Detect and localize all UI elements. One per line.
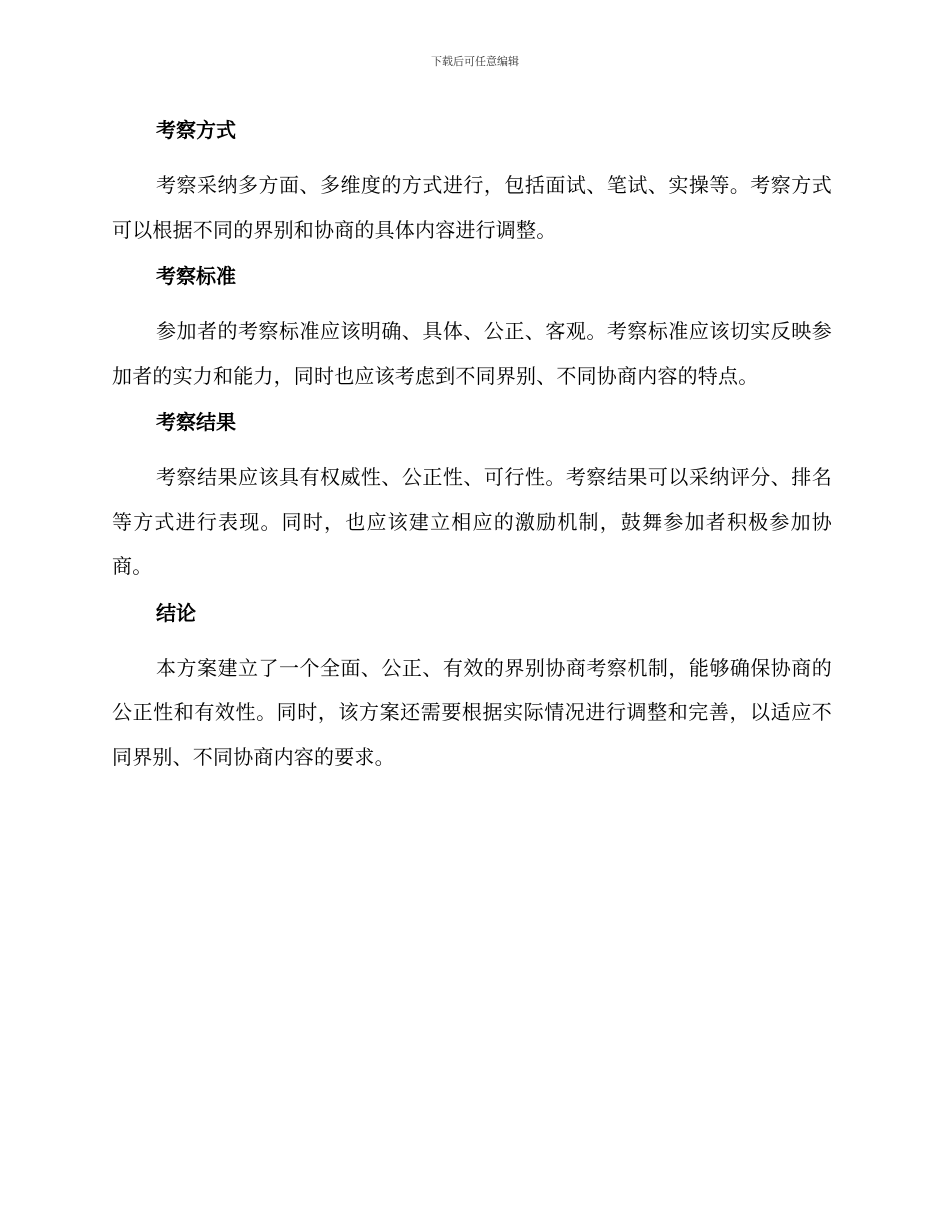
section-heading-conclusion: 结论: [156, 600, 196, 625]
section-paragraph-standard: 参加者的考察标准应该明确、具体、公正、客观。考察标准应该切实反映参加者的实力和能力，同时也应该考虑到不同界别、不同协商内容的特点。: [112, 319, 832, 388]
section-paragraph-method: 考察采纳多方面、多维度的方式进行，包括面试、笔试、实操等。考察方式可以根据不同的界别和协商的具体内容进行调整。: [112, 173, 832, 242]
section-paragraph-conclusion: 本方案建立了一个全面、公正、有效的界别协商考察机制，能够确保协商的公正性和有效性。同时，该方案还需要根据实际情况进行调整和完善，以适应不同界别、不同协商内容的要求。: [112, 655, 832, 769]
section-heading-result: 考察结果: [156, 410, 236, 434]
section-paragraph-result: 考察结果应该具有权威性、公正性、可行性。考察结果可以采纳评分、排名等方式进行表现。同时，也应该建立相应的激励机制，鼓舞参加者积极参加协商。: [112, 465, 832, 578]
document-body: [112, 112, 832, 779]
section-heading-standard: 考察标准: [156, 264, 236, 288]
section-heading-method: 考察方式: [156, 118, 236, 142]
page-header-note: 下载后可任意编辑: [431, 55, 519, 68]
